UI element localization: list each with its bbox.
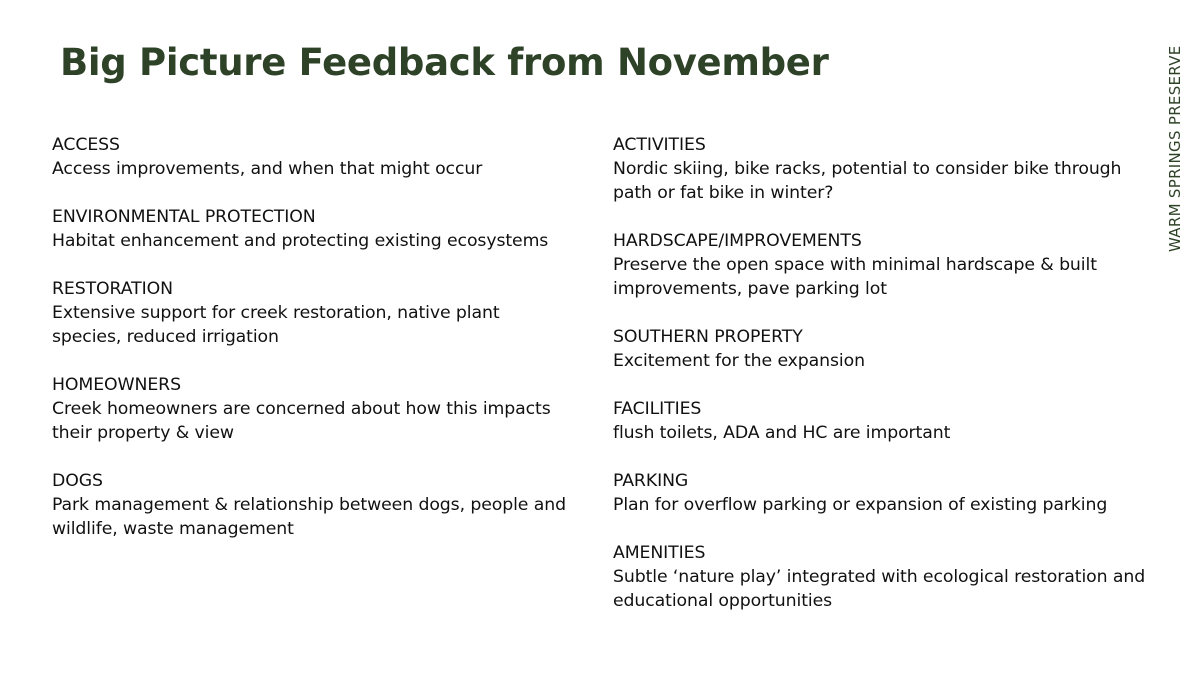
feedback-heading: HOMEOWNERS bbox=[52, 375, 181, 395]
feedback-body: Excitement for the expansion bbox=[613, 351, 865, 371]
feedback-body: Extensive support for creek restoration, native plant species, reduced irrigation bbox=[52, 303, 500, 347]
feedback-heading: AMENITIES bbox=[613, 543, 706, 563]
feedback-body: Park management & relationship between dogs, people and wildlife, waste management bbox=[52, 495, 566, 539]
feedback-heading: SOUTHERN PROPERTY bbox=[613, 327, 803, 347]
feedback-body: Creek homeowners are concerned about how this impacts their property & view bbox=[52, 399, 551, 443]
feedback-heading: ACCESS bbox=[52, 135, 120, 155]
feedback-heading: PARKING bbox=[613, 471, 689, 491]
feedback-heading: FACILITIES bbox=[613, 399, 702, 419]
feedback-body: Preserve the open space with minimal hardscape & built improvements, pave parking lot bbox=[613, 255, 1097, 299]
feedback-item-parking bbox=[613, 469, 1158, 517]
right-column bbox=[613, 133, 1158, 637]
feedback-item-facilities bbox=[613, 397, 1158, 445]
feedback-item-activities bbox=[613, 133, 1158, 205]
left-column bbox=[52, 133, 572, 565]
side-label: WARM SPRINGS PRESERVE bbox=[1166, 45, 1184, 252]
feedback-item-dogs bbox=[52, 469, 572, 541]
feedback-item-access bbox=[52, 133, 572, 181]
feedback-heading: HARDSCAPE/IMPROVEMENTS bbox=[613, 231, 862, 251]
feedback-body: Access improvements, and when that might occur bbox=[52, 159, 483, 179]
feedback-item-hardscape-improvements bbox=[613, 229, 1158, 301]
feedback-body: Plan for overflow parking or expansion of existing parking bbox=[613, 495, 1108, 515]
feedback-item-southern-property bbox=[613, 325, 1158, 373]
feedback-heading: ACTIVITIES bbox=[613, 135, 706, 155]
feedback-heading: RESTORATION bbox=[52, 279, 173, 299]
feedback-heading: ENVIRONMENTAL PROTECTION bbox=[52, 207, 316, 227]
feedback-body: flush toilets, ADA and HC are important bbox=[613, 423, 951, 443]
feedback-body: Habitat enhancement and protecting existing ecosystems bbox=[52, 231, 549, 251]
feedback-item-homeowners bbox=[52, 373, 572, 445]
feedback-item-restoration bbox=[52, 277, 572, 349]
feedback-item-environmental-protection bbox=[52, 205, 572, 253]
feedback-body: Subtle ‘nature play’ integrated with ecological restoration and educational opportunities bbox=[613, 567, 1146, 611]
slide-title: Big Picture Feedback from November bbox=[60, 41, 829, 84]
feedback-item-amenities bbox=[613, 541, 1158, 613]
feedback-body: Nordic skiing, bike racks, potential to consider bike through path or fat bike in winter? bbox=[613, 159, 1122, 203]
feedback-heading: DOGS bbox=[52, 471, 103, 491]
